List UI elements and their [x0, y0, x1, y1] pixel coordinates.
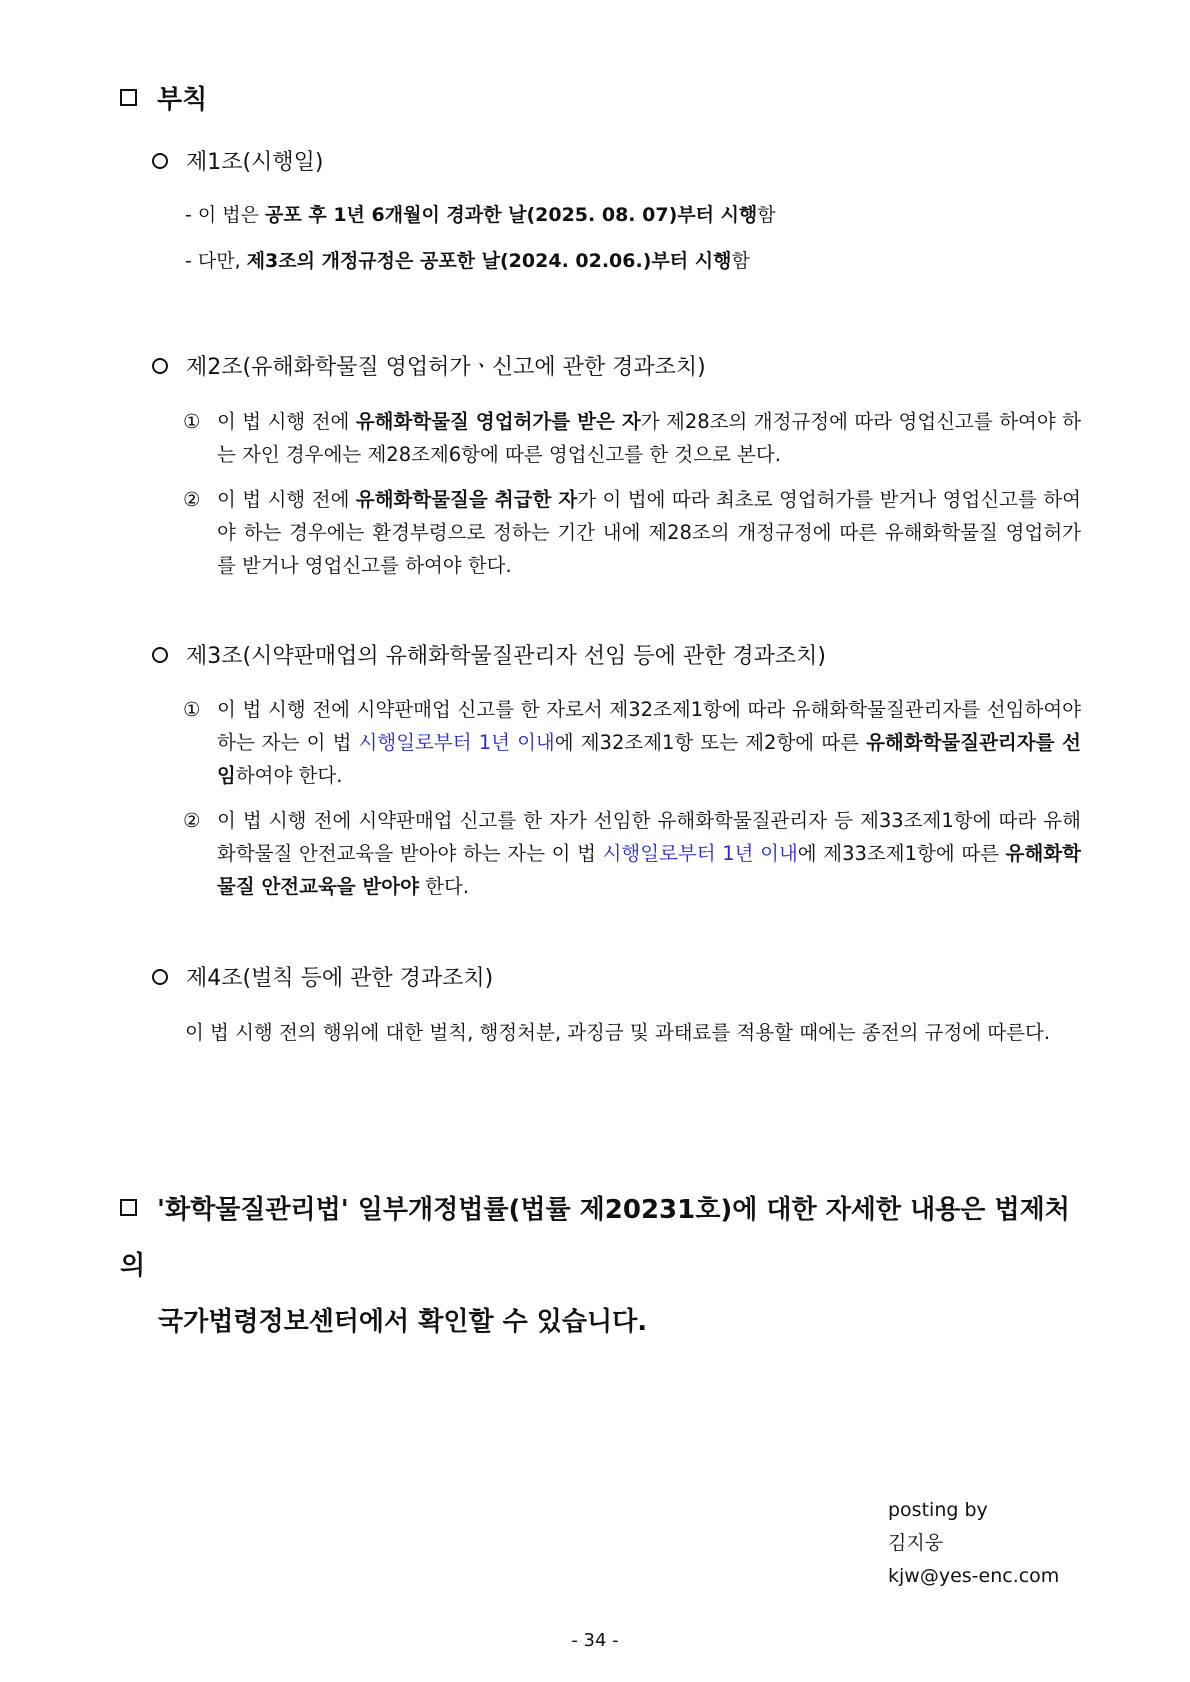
item-bold-text: 유해화학물질 안전교육을 받아야 [217, 842, 1081, 898]
page-number: - 34 - [571, 1630, 619, 1651]
item-text: 이 법 시행 전에 시약판매업 신고를 한 자로서 제32조제1항에 따라 유해화학물질관리자를 선임하여야 하는 자는 이 법 [217, 698, 1081, 754]
section-title: 부칙 [157, 85, 208, 115]
article-2-title: 제2조(유해화학물질 영업허가ㆍ신고에 관한 경과조치) [186, 355, 706, 380]
article-4-body: 이 법 시행 전의 행위에 대한 벌칙, 행정처분, 과징금 및 과태료를 적용할 때에는 종전의 규정에 따른다. [185, 1021, 1051, 1044]
section-heading-supplementary [120, 83, 207, 117]
item-text: 한다. [418, 875, 470, 898]
item-text: 에 제33조제1항에 따른 [797, 842, 1006, 865]
square-bullet-icon [120, 89, 137, 106]
item-highlight-text: 시행일로부터 1년 이내 [358, 731, 555, 754]
item-number: ① [183, 410, 201, 433]
article-3-item-2 [183, 804, 1081, 903]
circle-bullet-icon [152, 647, 168, 663]
item-number: ② [183, 809, 201, 832]
article-1-line-1 [185, 202, 776, 228]
article-1-title: 제1조(시행일) [186, 150, 324, 175]
item-highlight-text: 시행일로부터 1년 이내 [602, 842, 798, 865]
article-2-heading [152, 353, 706, 383]
item-text: 이 법 시행 전에 [217, 410, 356, 433]
article-3-heading [152, 642, 826, 672]
posting-info [888, 1494, 1059, 1593]
line-suffix: 함 [731, 250, 750, 272]
article-4-heading [152, 964, 493, 994]
item-text: 이 법 시행 전에 [217, 488, 356, 511]
item-text: 이 법 시행 전에 시약판매업 신고를 한 자가 선임한 유해화학물질관리자 등 제33조제1항에 따라 유해화학물질 안전교육을 받아야 하는 자는 이 법 [217, 809, 1081, 865]
item-bold-text: 유해화학물질관리자를 선임 [217, 731, 1081, 787]
item-bold-text: 유해화학물질을 취급한 자 [355, 488, 578, 511]
item-number: ① [183, 698, 201, 721]
item-text: 가 이 법에 따라 최초로 영업허가를 받거나 영업신고를 하여야 하는 경우에는 환경부령으로 정하는 기간 내에 제28조의 개정규정에 따른 유해화학물질 영업허가를 받거나 영업신고를 하여야 한다. [217, 488, 1081, 577]
article-1-line-2 [185, 248, 750, 274]
line-prefix: - 이 법은 [185, 204, 266, 226]
item-text: 가 제28조의 개정규정에 따라 영업신고를 하여야 하는 자인 경우에는 제28조제6항에 따른 영업신고를 한 것으로 본다. [217, 410, 1081, 466]
article-2-item-2 [183, 483, 1081, 582]
notice-line-2: 국가법령정보센터에서 확인할 수 있습니다. [158, 1307, 648, 1337]
posting-email: kjw@yes-enc.com [888, 1565, 1060, 1587]
item-text: 하여야 한다. [235, 764, 343, 787]
section-notice [120, 1182, 1085, 1350]
posting-author: 김지웅 [888, 1532, 944, 1554]
line-suffix: 함 [757, 204, 776, 226]
item-bold-text: 유해화학물질 영업허가를 받은 자 [355, 410, 641, 433]
article-3-title: 제3조(시약판매업의 유해화학물질관리자 선임 등에 관한 경과조치) [186, 644, 826, 669]
notice-text: '화학물질관리법' 일부개정법률(법률 제20231호)에 대한 자세한 내용은 법제처의 [120, 1195, 1070, 1281]
article-2-item-1 [183, 405, 1081, 471]
circle-bullet-icon [152, 969, 168, 985]
posting-label: posting by [888, 1499, 988, 1521]
line-bold-text: 공포 후 1년 6개월이 경과한 날(2025. 08. 07)부터 시행 [265, 204, 758, 226]
square-bullet-icon [120, 1199, 137, 1216]
article-4-title: 제4조(벌칙 등에 관한 경과조치) [186, 966, 494, 991]
circle-bullet-icon [152, 358, 168, 374]
item-number: ② [183, 488, 201, 511]
line-prefix: - 다만, [185, 250, 247, 272]
article-1-heading [152, 148, 323, 178]
line-bold-text: 제3조의 개정규정은 공포한 날(2024. 02.06.)부터 시행 [246, 250, 732, 272]
circle-bullet-icon [152, 153, 168, 169]
notice-line-1 [120, 1182, 1085, 1294]
item-text: 에 제32조제1항 또는 제2항에 따른 [554, 731, 867, 754]
article-3-item-1 [183, 693, 1081, 792]
